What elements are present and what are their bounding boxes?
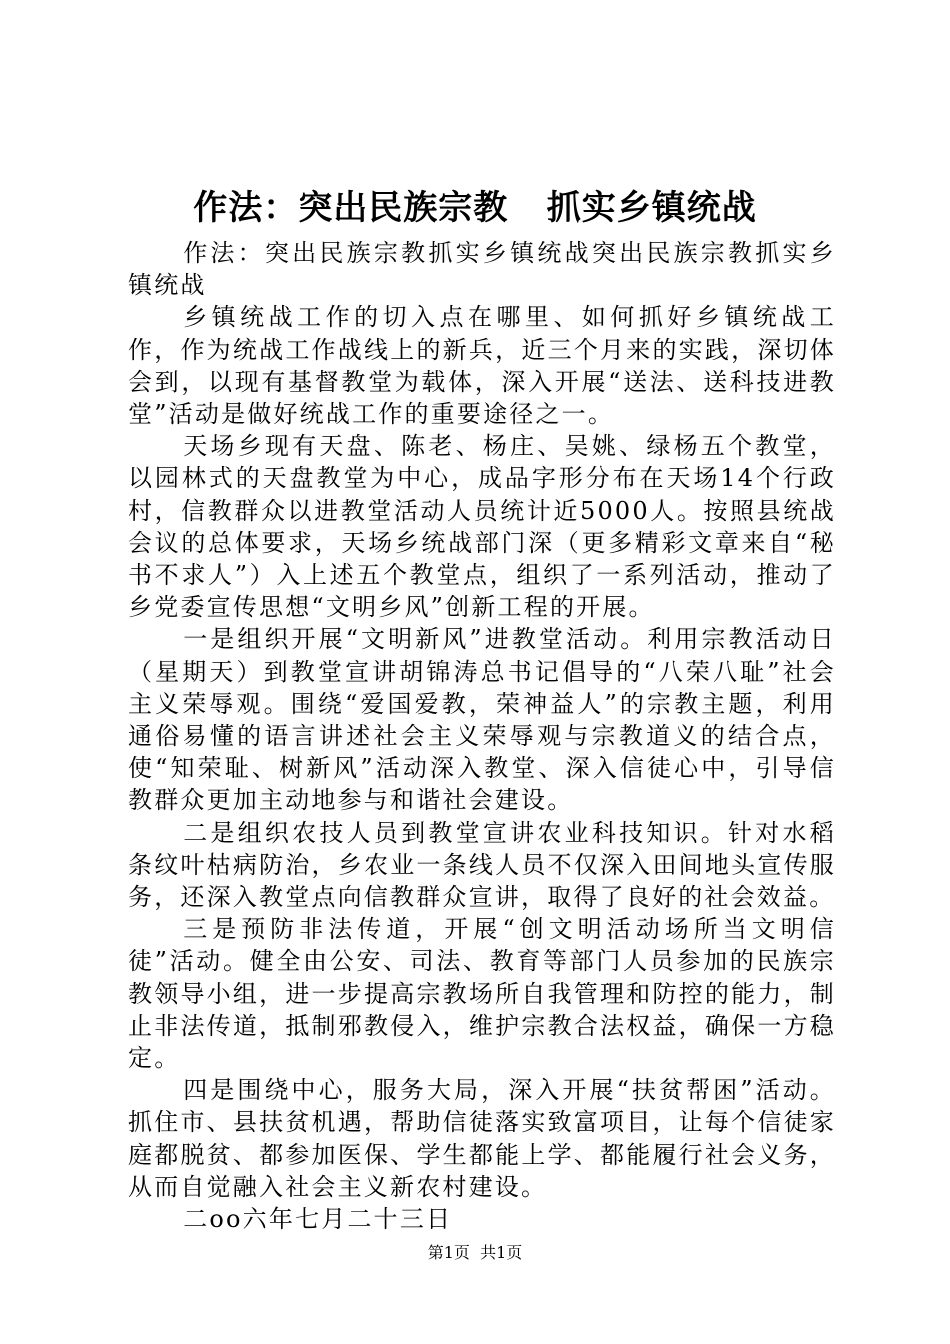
document-date: 二oo六年七月二十三日	[183, 1205, 453, 1234]
paragraph: 四是围绕中心，服务大局，深入开展“扶贫帮困”活动。抓住市、县扶贫机遇，帮助信徒落实致富项目，让每个信徒家庭都脱贫、都参加医保、学生都能上学、都能履行社会义务，从而自觉融入社会主义新农村建设。	[128, 1076, 836, 1201]
paragraph: 三是预防非法传道，开展“创文明活动场所当文明信徒”活动。健全由公安、司法、教育等部门人员参加的民族宗教领导小组，进一步提高宗教场所自我管理和防控的能力，制止非法传道，抵制邪教侵入，维护宗教合法权益，确保一方稳定。	[128, 915, 836, 1073]
paragraph: 一是组织开展“文明新风”进教堂活动。利用宗教活动日（星期天）到教堂宣讲胡锦涛总书记倡导的“八荣八耻”社会主义荣辱观。围绕“爱国爱教，荣神益人”的宗教主题，利用通俗易懂的语言讲述社会主义荣辱观与宗教道义的结合点，使“知荣耻、树新风”活动深入教堂、深入信徒心中，引导信教群众更加主动地参与和谐社会建设。	[128, 625, 836, 815]
document-body	[128, 237, 836, 1235]
paragraph: 作法：突出民族宗教抓实乡镇统战突出民族宗教抓实乡镇统战	[128, 239, 836, 300]
document-title: 作法：突出民族宗教 抓实乡镇统战	[193, 188, 757, 228]
paragraph: 二是组织农技人员到教堂宣讲农业科技知识。针对水稻条纹叶枯病防治，乡农业一条线人员不仅深入田间地头宣传服务，还深入教堂点向信教群众宣讲，取得了良好的社会效益。	[128, 818, 836, 912]
paragraph: 乡镇统战工作的切入点在哪里、如何抓好乡镇统战工作，作为统战工作战线上的新兵，近三个月来的实践，深切体会到，以现有基督教堂为载体，深入开展“送法、送科技进教堂”活动是做好统战工作的重要途径之一。	[128, 303, 836, 429]
paragraph: 天场乡现有天盘、陈老、杨庄、吴姚、绿杨五个教堂，以园林式的天盘教堂为中心，成品字形分布在天场14个行政村，信教群众以进教堂活动人员统计近5000人。按照县统战会议的总体要求，天场乡统战部门深（更多精彩文章来自“秘书不求人”）入上述五个教堂点，组织了一系列活动，推动了乡党委宣传思想“文明乡风”创新工程的开展。	[128, 432, 836, 622]
page-footer: 第1页 共1页	[427, 1243, 523, 1262]
